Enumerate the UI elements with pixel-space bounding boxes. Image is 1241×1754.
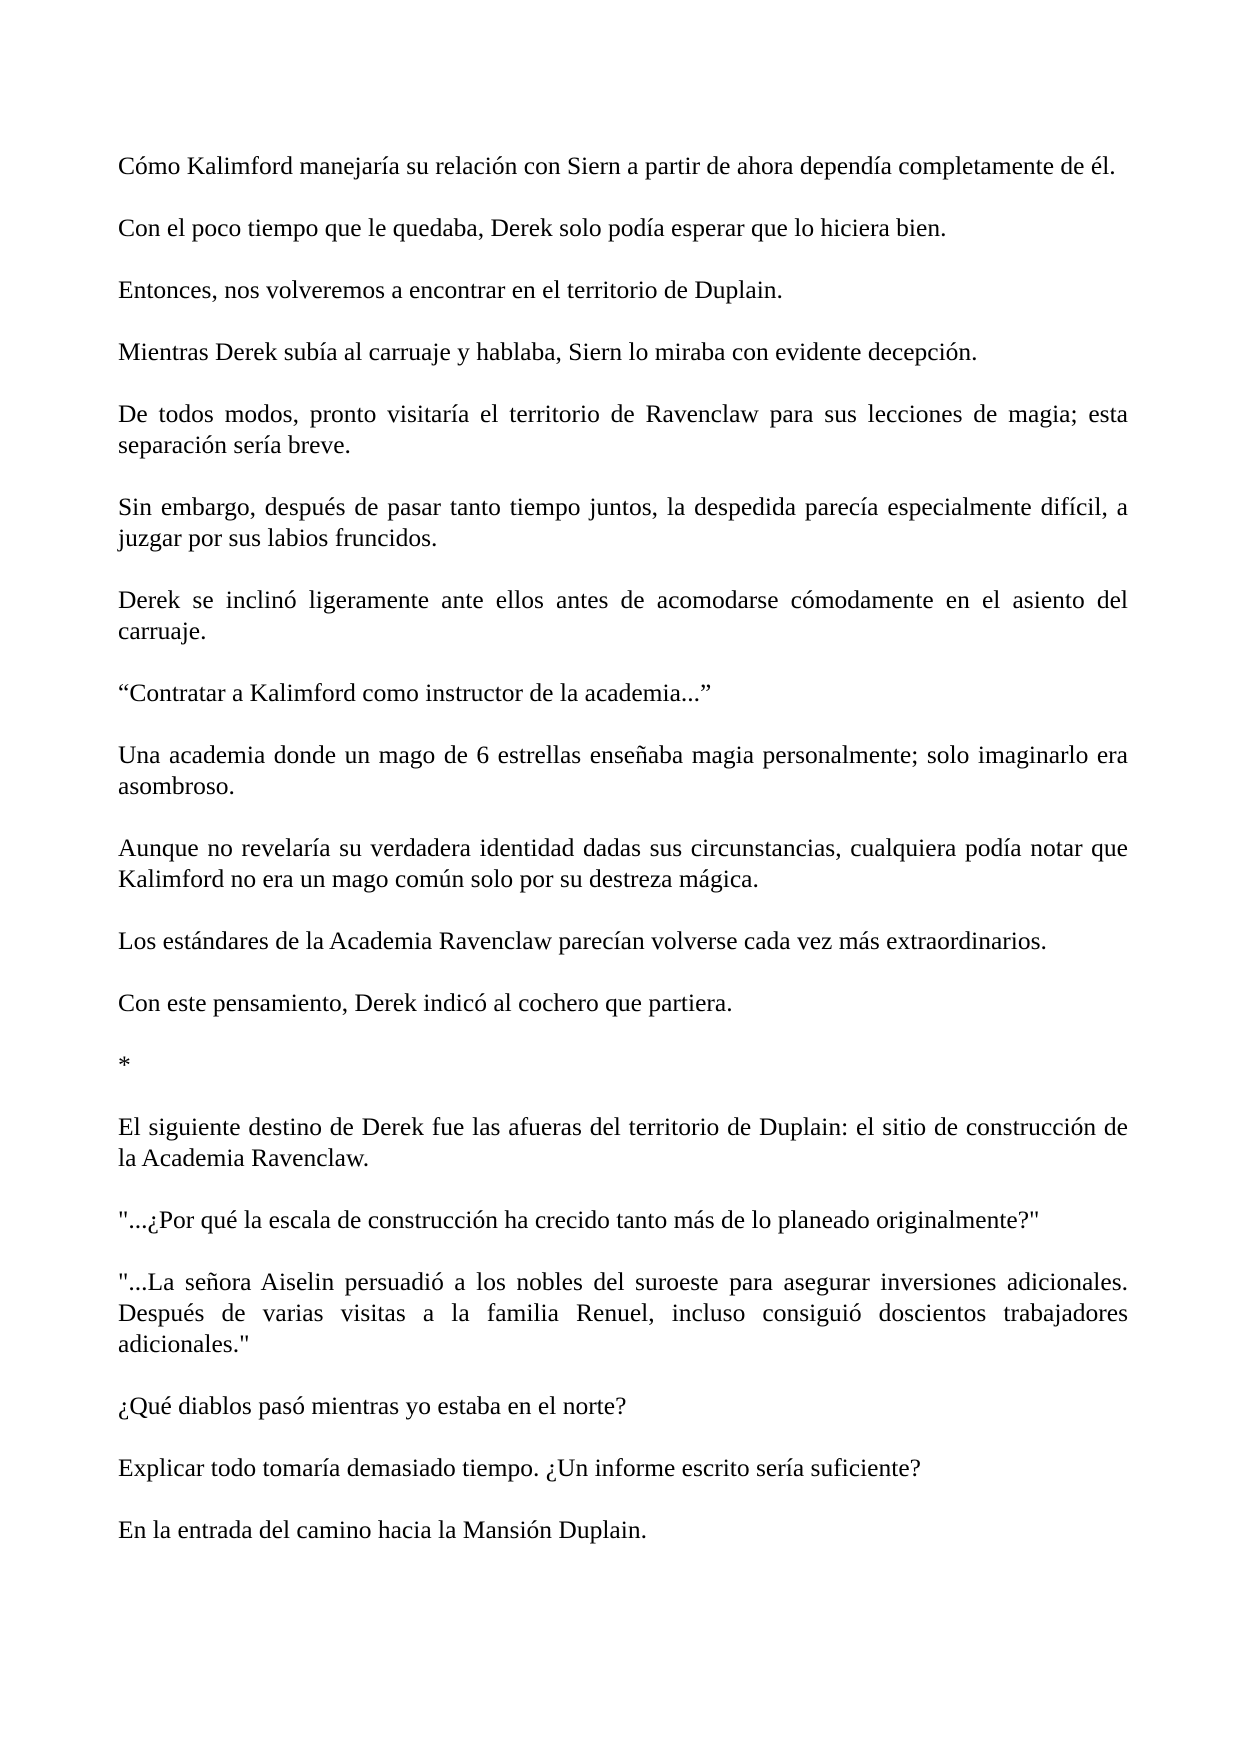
paragraph: De todos modos, pronto visitaría el territorio de Ravenclaw para sus lecciones de magia; esta separación sería breve. [118,399,1128,459]
paragraph: Aunque no revelaría su verdadera identidad dadas sus circunstancias, cualquiera podía notar que Kalimford no era un mago común solo por su destreza mágica. [118,833,1128,893]
paragraph: Entonces, nos volveremos a encontrar en el territorio de Duplain. [118,275,783,304]
paragraph: Con este pensamiento, Derek indicó al cochero que partiera. [118,988,733,1017]
paragraph: Cómo Kalimford manejaría su relación con Siern a partir de ahora dependía completamente de él. [118,151,1116,180]
paragraph: Una academia donde un mago de 6 estrellas enseñaba magia personalmente; solo imaginarlo era asombroso. [118,740,1128,800]
paragraph: ¿Qué diablos pasó mientras yo estaba en el norte? [118,1391,627,1420]
paragraph: Explicar todo tomaría demasiado tiempo. ¿Un informe escrito sería suficiente? [118,1453,921,1482]
paragraph: Derek se inclinó ligeramente ante ellos antes de acomodarse cómodamente en el asiento del carruaje. [118,585,1128,645]
paragraph: En la entrada del camino hacia la Mansión Duplain. [118,1515,647,1544]
paragraph: Mientras Derek subía al carruaje y hablaba, Siern lo miraba con evidente decepción. [118,337,978,366]
document-body [118,150,1128,1576]
section-separator: * [118,1050,131,1079]
paragraph: El siguiente destino de Derek fue las afueras del territorio de Duplain: el sitio de construcción de la Academia Ravenclaw. [118,1112,1128,1172]
paragraph: Los estándares de la Academia Ravenclaw parecían volverse cada vez más extraordinarios. [118,926,1047,955]
paragraph: Sin embargo, después de pasar tanto tiempo juntos, la despedida parecía especialmente difícil, a juzgar por sus labios fruncidos. [118,492,1128,552]
paragraph: Con el poco tiempo que le quedaba, Derek solo podía esperar que lo hiciera bien. [118,213,947,242]
paragraph: “Contratar a Kalimford como instructor de la academia...” [118,678,712,707]
paragraph: "...¿Por qué la escala de construcción ha crecido tanto más de lo planeado originalmente?" [118,1205,1040,1234]
paragraph: "...La señora Aiselin persuadió a los nobles del suroeste para asegurar inversiones adicionales. Después de varias visitas a la familia Renuel, incluso consiguió doscientos trabajadores adicionales." [118,1267,1128,1358]
